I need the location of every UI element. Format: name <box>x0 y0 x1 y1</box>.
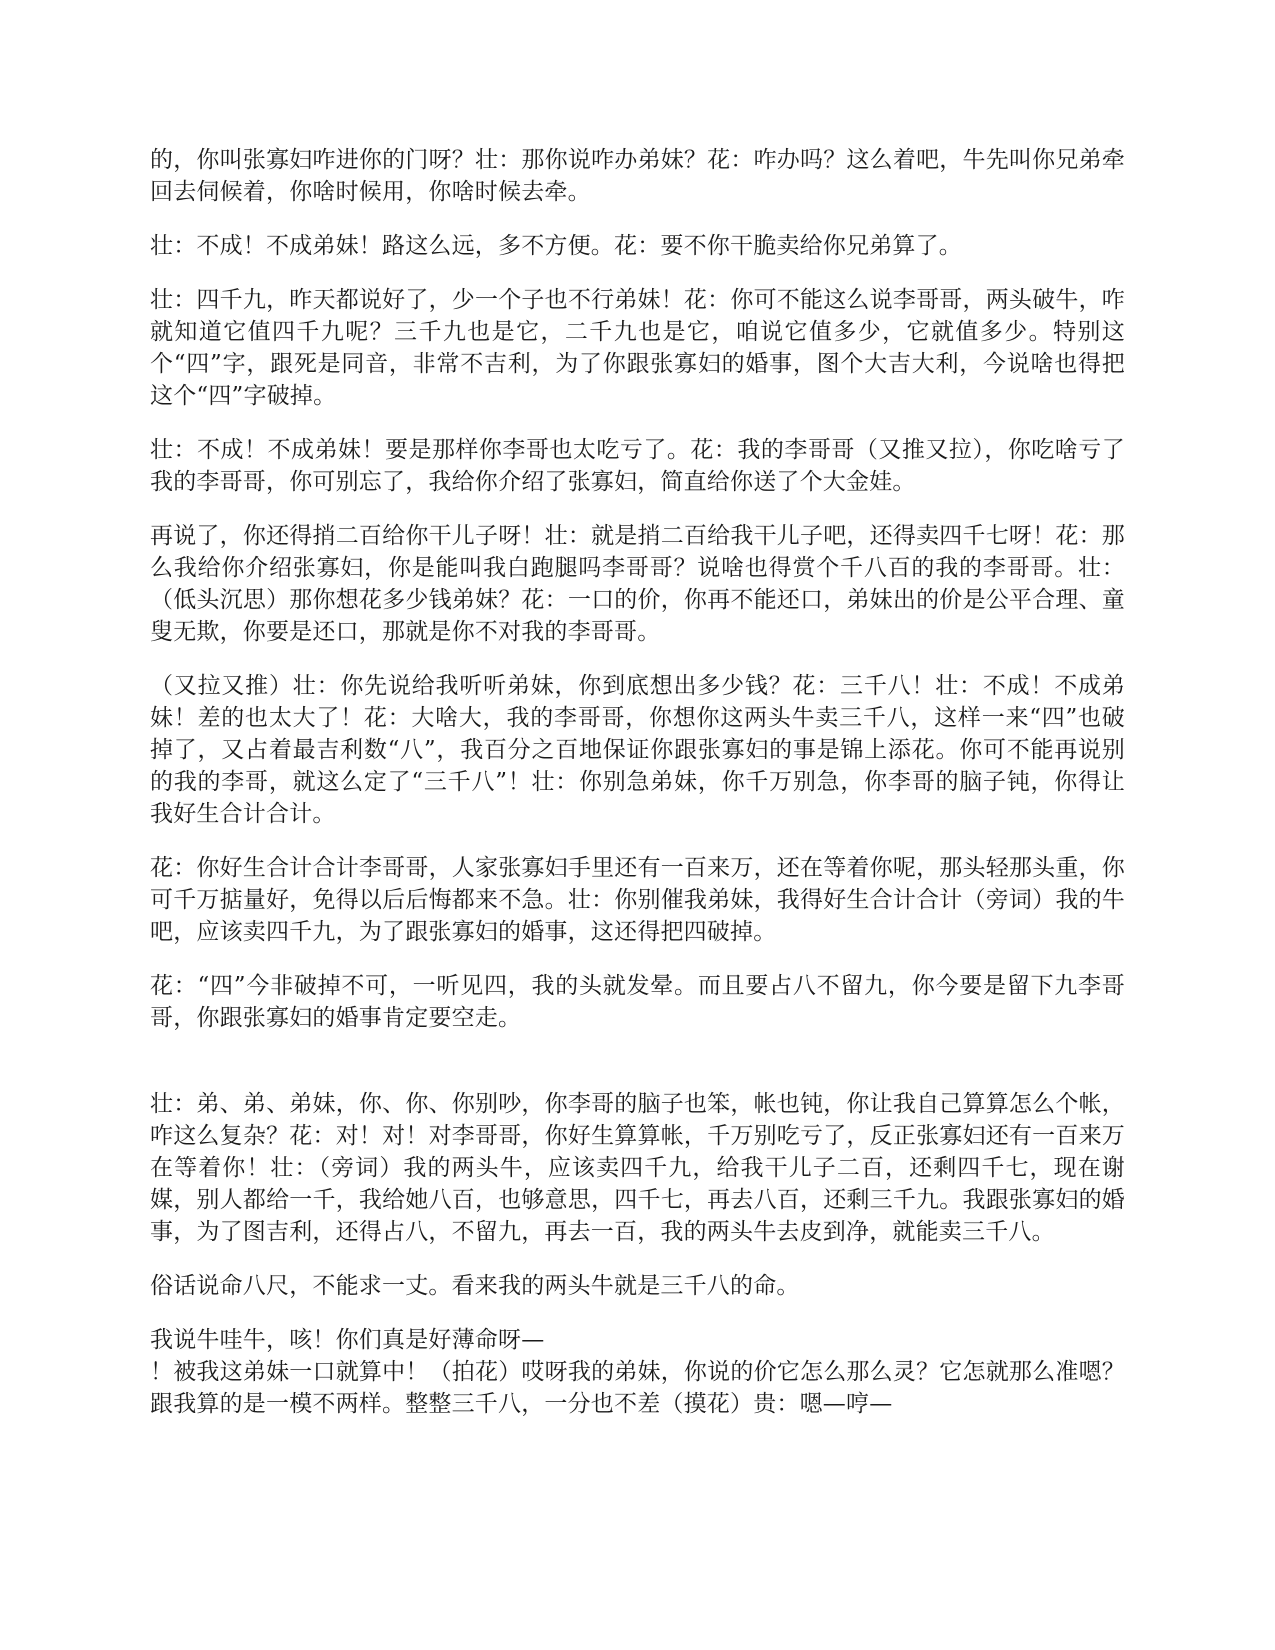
paragraph: 壮：不成！不成弟妹！路这么远，多不方便。花：要不你干脆卖给你兄弟算了。 <box>150 233 962 259</box>
paragraph: 花：“四”今非破掉不可，一听见四，我的头就发晕。而且要占八不留九，你今要是留下九李哥哥，你跟张寡妇的婚事肯定要空走。 <box>150 973 1125 1031</box>
paragraph: 俗话说命八尺，不能求一丈。看来我的两头牛就是三千八的命。 <box>150 1273 800 1299</box>
paragraph: 我说牛哇牛，咳！你们真是好薄命呀— ！被我这弟妹一口就算中！（拍花）哎呀我的弟妹，你说的价它怎么那么灵？它怎就那么准嗯？跟我算的是一模不两样。整整三千八，一分也不差（摸花）贵：嗯—哼— <box>150 1327 1125 1417</box>
document-page <box>150 144 1125 1442</box>
paragraph: 壮：弟、弟、弟妹，你、你、你别吵，你李哥的脑子也笨，帐也钝，你让我自己算算怎么个帐，咋这么复杂？花：对！对！对李哥哥，你好生算算帐，千万别吃亏了，反正张寡妇还有一百来万在等着你！壮：（旁词）我的两头牛，应该卖四千九，给我干儿子二百，还剩四千七，现在谢媒，别人都给一千，我给她八百，也够意思，四千七，再去八百，还剩三千九。我跟张寡妇的婚事，为了图吉利，还得占八，不留九，再去一百，我的两头牛去皮到净，就能卖三千八。 <box>150 1091 1125 1245</box>
paragraph: 花：你好生合计合计李哥哥，人家张寡妇手里还有一百来万，还在等着你呢，那头轻那头重，你可千万掂量好，免得以后后悔都来不急。壮：你别催我弟妹，我得好生合计合计（旁词）我的牛吧，应该卖四千九，为了跟张寡妇的婚事，这还得把四破掉。 <box>150 855 1125 945</box>
paragraph: 的，你叫张寡妇咋进你的门呀？壮：那你说咋办弟妹？花：咋办吗？这么着吧，牛先叫你兄弟牵回去伺候着，你啥时候用，你啥时候去牵。 <box>150 147 1125 205</box>
paragraph: 壮：不成！不成弟妹！要是那样你李哥也太吃亏了。花：我的李哥哥（又推又拉），你吃啥亏了我的李哥哥，你可别忘了，我给你介绍了张寡妇，简直给你送了个大金娃。 <box>150 437 1125 495</box>
paragraph: 壮：四千九，昨天都说好了，少一个子也不行弟妹！花：你可不能这么说李哥哥，两头破牛，咋就知道它值四千九呢？三千九也是它，二千九也是它，咱说它值多少，它就值多少。特别这个“四”字，跟死是同音，非常不吉利，为了你跟张寡妇的婚事，图个大吉大利，今说啥也得把这个“四”字破掉。 <box>150 287 1125 409</box>
paragraph: （又拉又推）壮：你先说给我听听弟妹，你到底想出多少钱？花：三千八！壮：不成！不成弟妹！差的也太大了！花：大啥大，我的李哥哥，你想你这两头牛卖三千八，这样一来“四”也破掉了，又占着最吉利数“八”，我百分之百地保证你跟张寡妇的事是锦上添花。你可不能再说别的我的李哥，就这么定了“三千八”！壮：你别急弟妹，你千万别急，你李哥的脑子钝，你得让我好生合计合计。 <box>150 673 1125 827</box>
paragraph: 再说了，你还得捎二百给你干儿子呀！壮：就是捎二百给我干儿子吧，还得卖四千七呀！花：那么我给你介绍张寡妇，你是能叫我白跑腿吗李哥哥？说啥也得赏个千八百的我的李哥哥。壮：（低头沉思）那你想花多少钱弟妹？花：一口的价，你再不能还口，弟妹出的价是公平合理、童叟无欺，你要是还口，那就是你不对我的李哥哥。 <box>150 523 1125 645</box>
